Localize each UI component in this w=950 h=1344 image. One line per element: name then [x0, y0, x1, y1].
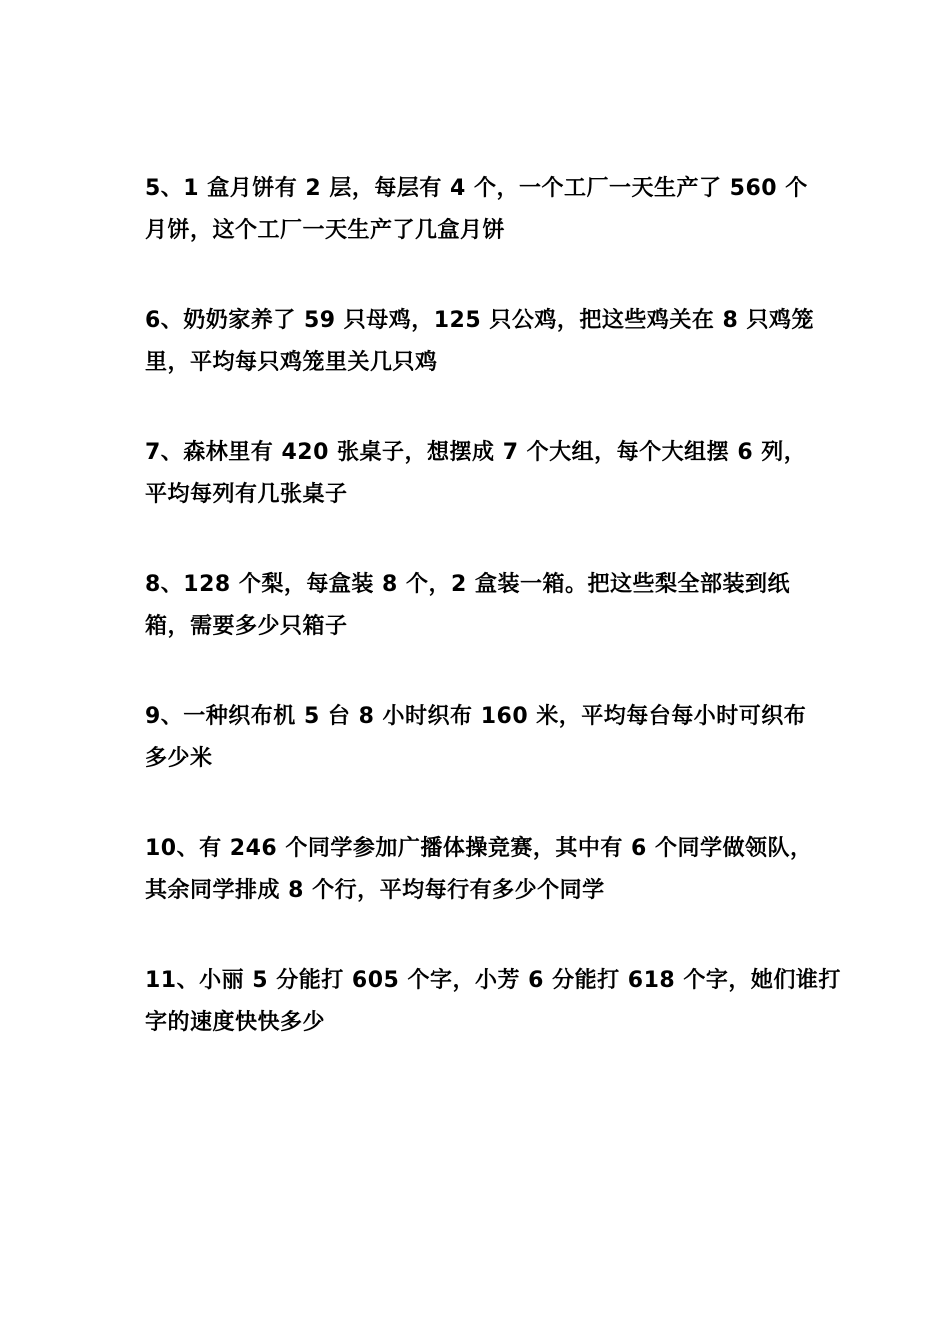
problem-line: 月饼，这个工厂一天生产了几盒月饼: [145, 218, 506, 243]
problem-line: 字的速度快快多少: [145, 1010, 326, 1035]
problem-line: 7、森林里有 420 张桌子，想摆成 7 个大组，每个大组摆 6 列，: [145, 440, 807, 465]
problem-9: [145, 696, 830, 780]
problem-line: 11、小丽 5 分能打 605 个字，小芳 6 分能打 618 个字，她们谁打: [145, 968, 841, 993]
problem-5: [145, 168, 830, 252]
problem-line: 8、128 个梨，每盒装 8 个，2 盒装一箱。把这些梨全部装到纸: [145, 572, 790, 597]
problem-line: 里，平均每只鸡笼里关几只鸡: [145, 350, 438, 375]
problem-line: 多少米: [145, 746, 213, 771]
problem-list: [145, 168, 841, 1092]
problem-7: [145, 432, 830, 516]
problem-6: [145, 300, 830, 384]
problem-line: 10、有 246 个同学参加广播体操竞赛，其中有 6 个同学做领队，: [145, 836, 813, 861]
problem-line: 箱，需要多少只箱子: [145, 614, 348, 639]
problem-line: 6、奶奶家养了 59 只母鸡，125 只公鸡，把这些鸡关在 8 只鸡笼: [145, 308, 814, 333]
problem-8: [145, 564, 830, 648]
problem-line: 5、1 盒月饼有 2 层，每层有 4 个，一个工厂一天生产了 560 个: [145, 176, 808, 201]
problem-11: [145, 960, 841, 1044]
problem-10: [145, 828, 830, 912]
problem-line: 9、一种织布机 5 台 8 小时织布 160 米，平均每台每小时可织布: [145, 704, 807, 729]
problem-line: 平均每列有几张桌子: [145, 482, 348, 507]
problem-line: 其余同学排成 8 个行，平均每行有多少个同学: [145, 878, 605, 903]
